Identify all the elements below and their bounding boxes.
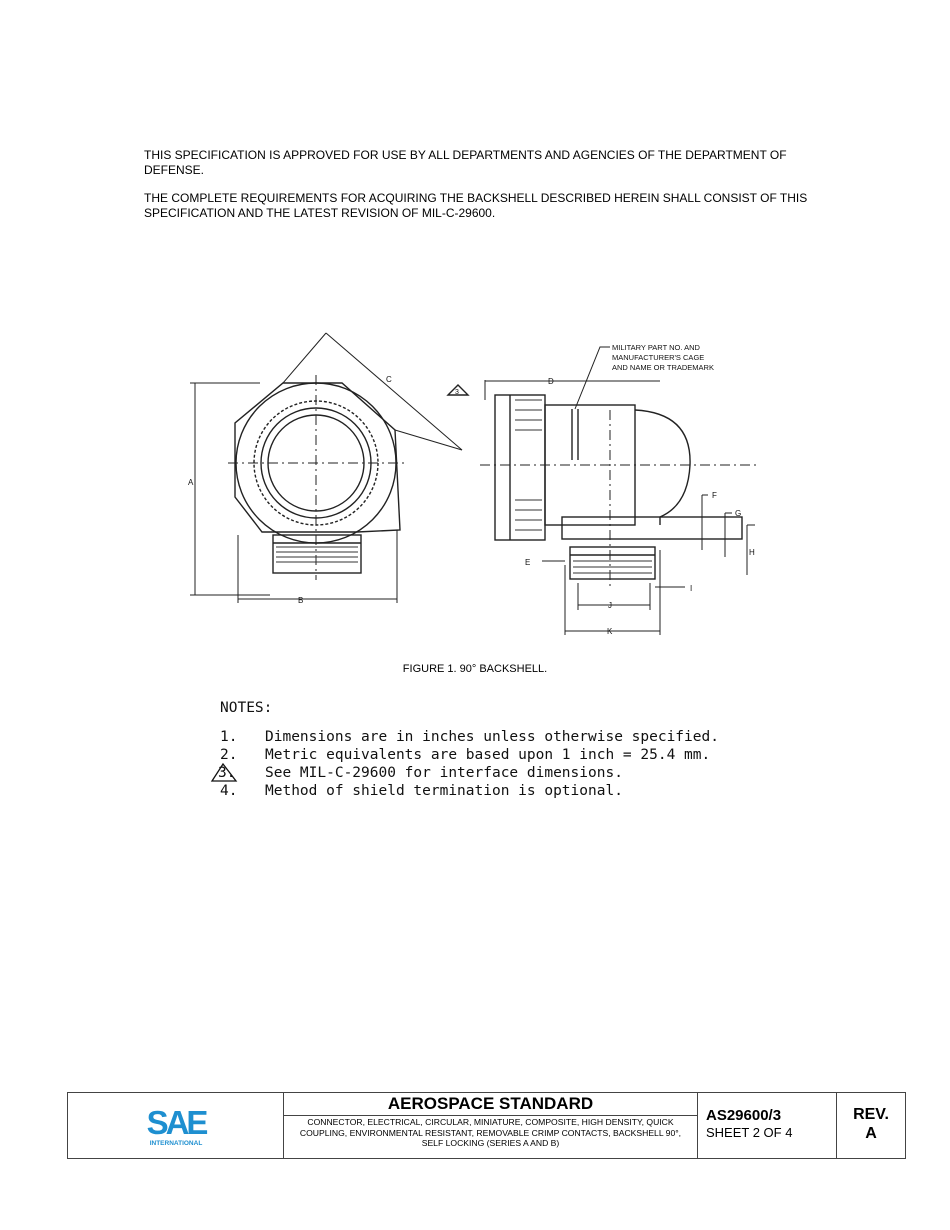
note-text: Metric equivalents are based upon 1 inch = 25.4 mm. bbox=[265, 747, 711, 763]
note-text: Dimensions are in inches unless otherwise specified. bbox=[265, 729, 719, 745]
revision-value: A bbox=[865, 1125, 877, 1142]
revision-cell bbox=[837, 1093, 905, 1158]
standard-description: CONNECTOR, ELECTRICAL, CIRCULAR, MINIATURE, COMPOSITE, HIGH DENSITY, QUICK COUPLING, ENVIRONMENTAL RESISTANT, REMOVABLE CRIMP CONTACTS, BACKSHELL 90°, SELF LOCKING (SERIES A AND B) bbox=[299, 1117, 682, 1148]
notes-heading: NOTES: bbox=[220, 700, 273, 716]
sheet-number: SHEET 2 OF 4 bbox=[706, 1125, 793, 1140]
dim-label-b: B bbox=[298, 596, 304, 605]
standard-heading: AEROSPACE STANDARD bbox=[284, 1093, 697, 1116]
note-number: 3. bbox=[218, 765, 236, 781]
note-number: 1. bbox=[220, 729, 238, 745]
dim-label-j: J bbox=[608, 601, 612, 610]
note-number: 4. bbox=[220, 783, 238, 799]
note-text: See MIL-C-29600 for interface dimensions. bbox=[265, 765, 623, 781]
note-item bbox=[210, 728, 719, 746]
backshell-drawing bbox=[180, 325, 770, 645]
revision-label: REV. bbox=[853, 1106, 889, 1123]
note-item bbox=[210, 764, 719, 782]
logo-subtitle: INTERNATIONAL bbox=[149, 1139, 202, 1147]
marking-line-2: MANUFACTURER'S CAGE bbox=[612, 353, 705, 362]
approval-statement: THIS SPECIFICATION IS APPROVED FOR USE BY ALL DEPARTMENTS AND AGENCIES OF THE DEPARTMENT OF DEFENSE. bbox=[144, 148, 787, 177]
dim-label-i: I bbox=[690, 584, 693, 593]
dim-label-h: H bbox=[749, 548, 755, 557]
dim-label-g: G bbox=[735, 509, 742, 518]
dim-label-d: D bbox=[548, 377, 554, 386]
document-number: AS29600/3 bbox=[706, 1107, 782, 1124]
logo-letters: SAE bbox=[146, 1103, 205, 1141]
note-item bbox=[210, 782, 719, 800]
sae-logo-icon bbox=[141, 1104, 211, 1148]
dim-label-c: C bbox=[386, 375, 392, 384]
requirements-statement: THE COMPLETE REQUIREMENTS FOR ACQUIRING THE BACKSHELL DESCRIBED HEREIN SHALL CONSIST OF THIS SPECIFICATION AND THE LATEST REVISION OF MIL-C-29600. bbox=[144, 191, 808, 220]
dim-label-k: K bbox=[607, 627, 613, 636]
note-item bbox=[210, 746, 719, 764]
note-number: 2. bbox=[220, 747, 238, 763]
dim-label-a: A bbox=[188, 478, 194, 487]
doc-cell bbox=[698, 1093, 837, 1158]
dim-label-e: E bbox=[525, 558, 531, 567]
marking-line-3: AND NAME OR TRADEMARK bbox=[612, 363, 714, 372]
marking-line-1: MILITARY PART NO. AND bbox=[612, 343, 700, 352]
note-text: Method of shield termination is optional. bbox=[265, 783, 623, 799]
ref-triangle-label: 3 bbox=[455, 389, 459, 396]
notes-block bbox=[210, 700, 719, 800]
sae-logo bbox=[68, 1093, 284, 1158]
figure-caption: FIGURE 1. 90° BACKSHELL. bbox=[402, 663, 548, 675]
title-cell bbox=[284, 1093, 698, 1158]
title-block bbox=[67, 1092, 906, 1159]
dim-label-f: F bbox=[712, 491, 717, 500]
